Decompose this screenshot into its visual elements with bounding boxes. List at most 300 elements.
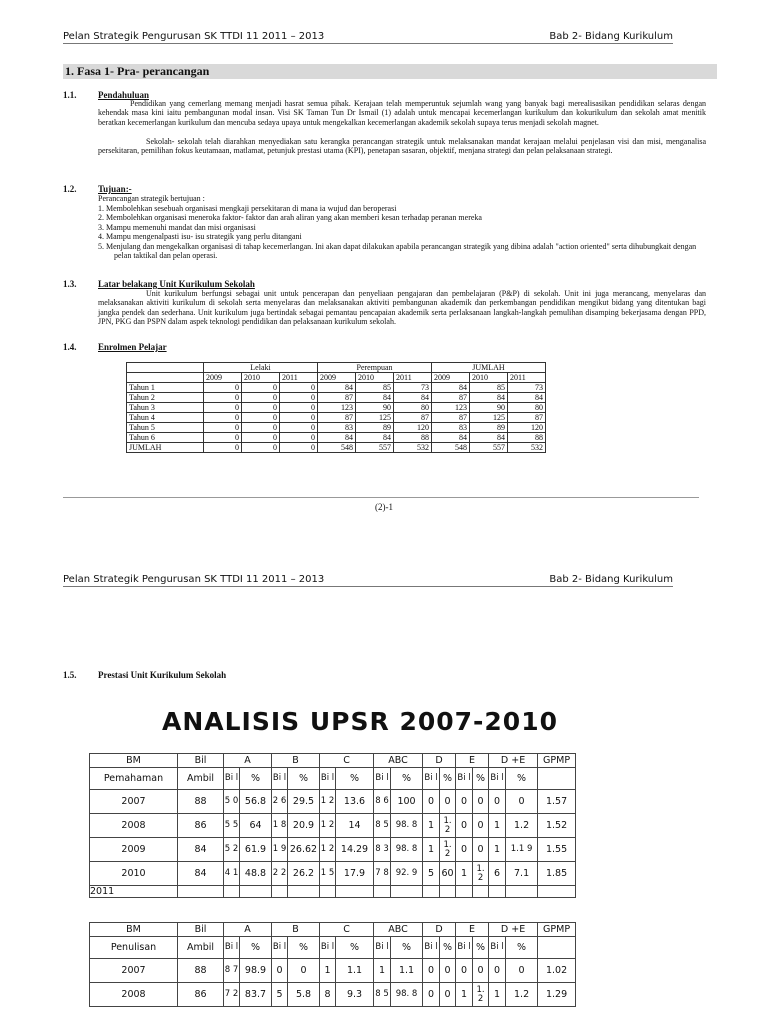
- table-cell: 2011: [90, 886, 178, 898]
- column-subheader: Bi l: [423, 937, 440, 959]
- column-subheader: Pemahaman: [90, 768, 178, 790]
- table-cell: 2 2: [272, 862, 288, 886]
- table-cell: 125: [470, 413, 508, 423]
- table-cell: [178, 886, 224, 898]
- row-label: Tahun 6: [127, 433, 204, 443]
- year-header: 2010: [242, 373, 280, 383]
- table-cell: [506, 886, 538, 898]
- table-cell: 61.9: [240, 838, 272, 862]
- s11-num: 1.1.: [63, 90, 77, 100]
- s12-title: Tujuan:-: [98, 184, 132, 194]
- table-cell: 84: [356, 433, 394, 443]
- table-row: [127, 373, 546, 383]
- table-cell: 0: [242, 403, 280, 413]
- table-cell: 4 1: [224, 862, 240, 886]
- table-cell: 92. 9: [391, 862, 423, 886]
- column-subheader: %: [391, 937, 423, 959]
- table-cell: 87: [432, 393, 470, 403]
- s14-title: Enrolmen Pelajar: [98, 342, 167, 352]
- table-cell: 0: [440, 959, 456, 983]
- table-row: [90, 814, 576, 838]
- table-cell: 0: [242, 433, 280, 443]
- column-header: GPMP: [538, 754, 576, 768]
- year-header: 2010: [470, 373, 508, 383]
- table-cell: 1 9: [272, 838, 288, 862]
- table-cell: 84: [318, 433, 356, 443]
- table-cell: 6: [489, 862, 506, 886]
- column-subheader: Bi l: [224, 937, 240, 959]
- table-cell: 98. 8: [391, 838, 423, 862]
- table-cell: 87: [318, 393, 356, 403]
- table-cell: 0: [440, 983, 456, 1007]
- table-cell: 1: [489, 838, 506, 862]
- header-left: Pelan Strategik Pengurusan SK TTDI 11 2011 – 2013: [63, 31, 325, 42]
- table-cell: 88: [178, 790, 224, 814]
- table-cell: 123: [318, 403, 356, 413]
- list-item: 5. Menjulang dan mengekalkan organisasi di tahap kecemerlangan. Ini akan dapat dilakukan apabila perancangan strategik yang dibina adalah "action oriented" serta dihubungkait dengan pelan taktikal dan pelan operasi.: [98, 241, 697, 261]
- column-subheader: Ambil: [178, 937, 224, 959]
- table-row: [90, 959, 576, 983]
- table-row: [127, 413, 546, 423]
- column-subheader: Penulisan: [90, 937, 178, 959]
- column-subheader: [538, 768, 576, 790]
- table-cell: 0: [456, 838, 473, 862]
- year-header: 2009: [432, 373, 470, 383]
- row-label: JUMLAH: [127, 443, 204, 453]
- table-cell: 0: [242, 383, 280, 393]
- s11-title: Pendahuluan: [98, 90, 150, 100]
- s13-paragraph: Unit kurikulum berfungsi sebagai unit untuk pencerapan dan penyeliaan pengajaran dan pembelajaran (P&P) di sekolah. Unit ini juga merancang, menyelaras dan melaksanakan aktiviti kurikulum di sekolah serta menyelaras dan melaksanakan aktiviti pembangunan akademik dan perkembangan pendidikan mengikut bidang yang ditentukan bagi jangka pendek dan sederhana. Unit kurikulum juga bertindak sebagai pemantau pencapaian akademik serta perlaksanaan langkah-langkah pemulihan disamping bekerjasama dengan PPD, JPN, PKG dan PSPN dalam aspek teknologi pendidikan dan pelaksanaan kurikulum sekolah.: [98, 289, 706, 327]
- table-cell: 90: [470, 403, 508, 413]
- table-row: [90, 923, 576, 937]
- column-header: BM: [90, 754, 178, 768]
- column-subheader: Bi l: [456, 937, 473, 959]
- column-header: D: [423, 923, 456, 937]
- column-subheader: %: [473, 768, 489, 790]
- table-cell: [272, 886, 288, 898]
- table-cell: 5 5: [224, 814, 240, 838]
- table-cell: 548: [318, 443, 356, 453]
- table-cell: 86: [178, 983, 224, 1007]
- year-header: 2011: [280, 373, 318, 383]
- table-row: [90, 790, 576, 814]
- table-cell: 1. 2: [473, 862, 489, 886]
- table-cell: 1: [489, 983, 506, 1007]
- column-subheader: %: [440, 937, 456, 959]
- table-cell: 0: [489, 959, 506, 983]
- table-cell: [391, 886, 423, 898]
- table-cell: 1.55: [538, 838, 576, 862]
- column-subheader: %: [473, 937, 489, 959]
- table-cell: 0: [280, 443, 318, 453]
- table-cell: 0: [242, 443, 280, 453]
- table-cell: 2007: [90, 959, 178, 983]
- table-cell: [288, 886, 320, 898]
- table-cell: 2008: [90, 983, 178, 1007]
- table-cell: 5 0: [224, 790, 240, 814]
- table-cell: 80: [394, 403, 432, 413]
- table-cell: 7.1: [506, 862, 538, 886]
- table-cell: 1.57: [538, 790, 576, 814]
- table-cell: 0: [204, 393, 242, 403]
- header-left: Pelan Strategik Pengurusan SK TTDI 11 2011 – 2013: [63, 574, 325, 585]
- column-header: E: [456, 923, 489, 937]
- table-cell: 56.8: [240, 790, 272, 814]
- table-cell: 0: [204, 443, 242, 453]
- table-cell: 1: [456, 862, 473, 886]
- table-cell: 1: [489, 814, 506, 838]
- table-cell: 88: [178, 959, 224, 983]
- table-cell: 73: [394, 383, 432, 393]
- table-cell: 98. 8: [391, 814, 423, 838]
- table-row: [90, 862, 576, 886]
- table-cell: 80: [508, 403, 546, 413]
- table-row: [90, 768, 576, 790]
- table-cell: 8 5: [374, 983, 391, 1007]
- table-cell: 1: [374, 959, 391, 983]
- table-cell: 5: [423, 862, 440, 886]
- table-cell: 84: [470, 393, 508, 403]
- table-cell: 1. 2: [473, 983, 489, 1007]
- column-header: A: [224, 754, 272, 768]
- table-cell: [374, 886, 391, 898]
- table-row: [90, 886, 576, 898]
- column-subheader: %: [336, 937, 374, 959]
- table-cell: 1 5: [320, 862, 336, 886]
- table-cell: 7 2: [224, 983, 240, 1007]
- table-cell: 0: [423, 790, 440, 814]
- table-cell: 85: [356, 383, 394, 393]
- column-subheader: %: [506, 768, 538, 790]
- table-cell: 8: [320, 983, 336, 1007]
- analysis-title: ANALISIS UPSR 2007-2010: [162, 707, 558, 736]
- table-cell: 1. 2: [440, 838, 456, 862]
- column-header: ABC: [374, 923, 423, 937]
- table-cell: 0: [204, 413, 242, 423]
- row-label: Tahun 3: [127, 403, 204, 413]
- table-cell: 88: [508, 433, 546, 443]
- table-cell: 88: [394, 433, 432, 443]
- table-row: [127, 393, 546, 403]
- table-cell: 557: [356, 443, 394, 453]
- table-cell: 1: [456, 983, 473, 1007]
- section-title: 1. Fasa 1- Pra- perancangan: [63, 64, 717, 79]
- table-cell: 0: [242, 413, 280, 423]
- column-header: E: [456, 754, 489, 768]
- column-subheader: Bi l: [489, 937, 506, 959]
- page-number: (2)-1: [375, 502, 393, 512]
- table-cell: [538, 886, 576, 898]
- table-row: [90, 838, 576, 862]
- table-cell: 125: [356, 413, 394, 423]
- column-subheader: Bi l: [224, 768, 240, 790]
- table-cell: 0: [280, 423, 318, 433]
- table-cell: 48.8: [240, 862, 272, 886]
- table-cell: 26.62: [288, 838, 320, 862]
- column-subheader: Bi l: [272, 937, 288, 959]
- table-cell: [320, 886, 336, 898]
- table-cell: 5: [272, 983, 288, 1007]
- table-cell: 1.29: [538, 983, 576, 1007]
- table-cell: 5.8: [288, 983, 320, 1007]
- table-cell: 123: [432, 403, 470, 413]
- table-cell: 1.1 9: [506, 838, 538, 862]
- group-header: JUMLAH: [432, 363, 546, 373]
- group-header: Perempuan: [318, 363, 432, 373]
- table-cell: 0: [473, 790, 489, 814]
- table-cell: 120: [508, 423, 546, 433]
- table-cell: 84: [508, 393, 546, 403]
- table-cell: 8 3: [374, 838, 391, 862]
- s11-paragraph-1: Pendidikan yang cemerlang memang menjadi hasrat semua pihak. Kerajaan telah memperuntuk sejumlah wang yang banyak bagi merealisasikan pendidikan selaras dengan kehendak masa kini iaitu pembangunan modal insan. Visi SK Taman Tun Dr Ismail (1) adalah untuk mencapai kecemerlangan kurikulum dan kokurikulum dan sekolah amat menitik beratkan kecemerlangan kurikulum dan mencuba sedaya upaya untuk mengekalkan kecemerlangan akademik sekolah supaya terus menjadi sekolah magnet.: [98, 99, 706, 127]
- year-header: 2011: [508, 373, 546, 383]
- column-subheader: %: [240, 768, 272, 790]
- s12-intro: Perancangan strategik bertujuan :: [98, 194, 205, 203]
- s15-title: Prestasi Unit Kurikulum Sekolah: [98, 670, 227, 680]
- table-cell: 83: [318, 423, 356, 433]
- table-cell: 5 2: [224, 838, 240, 862]
- table-cell: 2009: [90, 838, 178, 862]
- table-cell: 1 2: [320, 838, 336, 862]
- column-header: ABC: [374, 754, 423, 768]
- table-row: [90, 937, 576, 959]
- column-header: A: [224, 923, 272, 937]
- table-cell: 84: [394, 393, 432, 403]
- row-label: Tahun 2: [127, 393, 204, 403]
- column-header: C: [320, 754, 374, 768]
- table-cell: [473, 886, 489, 898]
- table-cell: 0: [473, 814, 489, 838]
- table-cell: 1.02: [538, 959, 576, 983]
- table-cell: 83.7: [240, 983, 272, 1007]
- column-header: Bil: [178, 923, 224, 937]
- table-cell: 87: [508, 413, 546, 423]
- table-cell: 0: [456, 814, 473, 838]
- table-cell: 1: [320, 959, 336, 983]
- table-cell: 1. 2: [440, 814, 456, 838]
- table-cell: 90: [356, 403, 394, 413]
- s11-paragraph-2: Sekolah- sekolah telah diarahkan menyediakan satu kerangka perancangan strategik untuk melaksanakan mandat kerajaan melalui penjelasan visi dan misi, menganalisa persekitaran, pemilihan fokus keutamaan, matlamat, petunjuk prestasi utama (KPI), penetapan sasaran, objektif, menjana strategi dan pelan pelaksanaan strategi.: [98, 137, 706, 156]
- row-label: Tahun 4: [127, 413, 204, 423]
- table-row: [127, 443, 546, 453]
- table-row: [90, 754, 576, 768]
- table-cell: 1.52: [538, 814, 576, 838]
- s13-title: Latar belakang Unit Kurikulum Sekolah: [98, 279, 255, 289]
- upsr-table-penulisan: [89, 922, 576, 1007]
- table-cell: 0: [288, 959, 320, 983]
- column-subheader: Bi l: [320, 768, 336, 790]
- table-cell: 1 8: [272, 814, 288, 838]
- table-row: [127, 423, 546, 433]
- table-cell: 0: [506, 959, 538, 983]
- table-cell: 1 2: [320, 814, 336, 838]
- table-cell: 2010: [90, 862, 178, 886]
- table-cell: 1.1: [336, 959, 374, 983]
- column-subheader: Ambil: [178, 768, 224, 790]
- list-item: 2. Membolehkan organisasi meneroka faktor- faktor dan arah aliran yang akan memberi kesan terhadap peranan mereka: [98, 213, 482, 223]
- table-cell: 0: [280, 383, 318, 393]
- table-row: [127, 363, 546, 373]
- table-row: [90, 983, 576, 1007]
- table-cell: 8 6: [374, 790, 391, 814]
- column-header: BM: [90, 923, 178, 937]
- table-cell: 0: [280, 433, 318, 443]
- table-cell: 86: [178, 814, 224, 838]
- column-header: B: [272, 754, 320, 768]
- table-cell: 84: [178, 838, 224, 862]
- table-cell: 120: [394, 423, 432, 433]
- column-subheader: %: [391, 768, 423, 790]
- table-cell: 0: [280, 413, 318, 423]
- table-cell: 1.85: [538, 862, 576, 886]
- table-cell: 14.29: [336, 838, 374, 862]
- year-header: 2009: [204, 373, 242, 383]
- table-cell: 0: [204, 403, 242, 413]
- table-cell: 85: [470, 383, 508, 393]
- column-subheader: Bi l: [489, 768, 506, 790]
- table-cell: [440, 886, 456, 898]
- column-subheader: %: [506, 937, 538, 959]
- table-cell: 8 7: [224, 959, 240, 983]
- column-header: Bil: [178, 754, 224, 768]
- table-cell: 2007: [90, 790, 178, 814]
- list-item: 3. Mampu memenuhi mandat dan misi organisasi: [98, 222, 256, 232]
- table-row: [127, 403, 546, 413]
- table-cell: 1 2: [320, 790, 336, 814]
- table-cell: [456, 886, 473, 898]
- column-subheader: Bi l: [272, 768, 288, 790]
- table-cell: 0: [456, 790, 473, 814]
- column-subheader: [538, 937, 576, 959]
- table-cell: 0: [423, 959, 440, 983]
- table-cell: 17.9: [336, 862, 374, 886]
- table-cell: 2008: [90, 814, 178, 838]
- table-cell: 64: [240, 814, 272, 838]
- table-cell: [423, 886, 440, 898]
- column-subheader: Bi l: [456, 768, 473, 790]
- table-cell: 532: [508, 443, 546, 453]
- table-cell: 87: [432, 413, 470, 423]
- table-cell: 98.9: [240, 959, 272, 983]
- table-cell: 0: [204, 433, 242, 443]
- column-header: B: [272, 923, 320, 937]
- header-right: Bab 2- Bidang Kurikulum: [549, 574, 673, 585]
- column-subheader: %: [288, 937, 320, 959]
- year-header: 2009: [318, 373, 356, 383]
- column-header: D +E: [489, 754, 538, 768]
- table-cell: 1.2: [506, 814, 538, 838]
- s12-list: [98, 204, 708, 260]
- table-cell: 1.1: [391, 959, 423, 983]
- table-cell: 84: [178, 862, 224, 886]
- table-cell: 1: [423, 814, 440, 838]
- table-row: [127, 383, 546, 393]
- column-header: GPMP: [538, 923, 576, 937]
- table-cell: 0: [272, 959, 288, 983]
- table-row: [127, 433, 546, 443]
- table-cell: [240, 886, 272, 898]
- s15-num: 1.5.: [63, 670, 77, 680]
- s12-num: 1.2.: [63, 184, 77, 194]
- table-cell: 532: [394, 443, 432, 453]
- upsr-table-pemahaman: [89, 753, 576, 898]
- table-cell: 73: [508, 383, 546, 393]
- table-cell: 14: [336, 814, 374, 838]
- column-header: D: [423, 754, 456, 768]
- table-cell: 557: [470, 443, 508, 453]
- list-item: 1. Membolehkan sesebuah organisasi mengkaji persekitaran di mana ia wujud dan beroperasi: [98, 204, 397, 213]
- table-cell: [336, 886, 374, 898]
- table-cell: 0: [242, 423, 280, 433]
- table-cell: 29.5: [288, 790, 320, 814]
- year-header: 2011: [394, 373, 432, 383]
- table-cell: 0: [440, 790, 456, 814]
- group-header: Lelaki: [204, 363, 318, 373]
- column-header: D +E: [489, 923, 538, 937]
- column-subheader: %: [440, 768, 456, 790]
- table-cell: 84: [356, 393, 394, 403]
- table-cell: 13.6: [336, 790, 374, 814]
- table-cell: 0: [280, 403, 318, 413]
- table-cell: 0: [473, 959, 489, 983]
- table-cell: [489, 886, 506, 898]
- page-header-2: [63, 574, 673, 587]
- table-cell: 0: [204, 383, 242, 393]
- table-cell: 100: [391, 790, 423, 814]
- column-subheader: %: [288, 768, 320, 790]
- table-cell: 2 6: [272, 790, 288, 814]
- column-subheader: Bi l: [320, 937, 336, 959]
- column-subheader: %: [240, 937, 272, 959]
- table-cell: 0: [489, 790, 506, 814]
- table-cell: 1: [423, 838, 440, 862]
- table-cell: 9.3: [336, 983, 374, 1007]
- column-subheader: %: [336, 768, 374, 790]
- table-cell: 84: [432, 433, 470, 443]
- table-cell: 87: [318, 413, 356, 423]
- enrolment-table: [126, 362, 546, 453]
- s14-num: 1.4.: [63, 342, 77, 352]
- table-cell: 20.9: [288, 814, 320, 838]
- column-header: C: [320, 923, 374, 937]
- column-subheader: Bi l: [374, 937, 391, 959]
- s13-num: 1.3.: [63, 279, 77, 289]
- table-cell: 0: [423, 983, 440, 1007]
- page-footer-rule: [63, 497, 699, 498]
- list-item: 4. Mampu mengenalpasti isu- isu strategik yang perlu ditangani: [98, 232, 302, 242]
- table-cell: [224, 886, 240, 898]
- year-header: 2010: [356, 373, 394, 383]
- table-cell: 89: [470, 423, 508, 433]
- table-cell: 0: [473, 838, 489, 862]
- row-label: Tahun 5: [127, 423, 204, 433]
- table-cell: 7 8: [374, 862, 391, 886]
- table-cell: 98. 8: [391, 983, 423, 1007]
- table-cell: 0: [506, 790, 538, 814]
- table-cell: 0: [242, 393, 280, 403]
- table-cell: 84: [470, 433, 508, 443]
- table-cell: 1.2: [506, 983, 538, 1007]
- table-cell: 26.2: [288, 862, 320, 886]
- row-label: Tahun 1: [127, 383, 204, 393]
- table-cell: 87: [394, 413, 432, 423]
- table-cell: 0: [456, 959, 473, 983]
- table-cell: 60: [440, 862, 456, 886]
- table-cell: 83: [432, 423, 470, 433]
- table-cell: 8 5: [374, 814, 391, 838]
- page-header-1: [63, 31, 673, 44]
- table-cell: 0: [204, 423, 242, 433]
